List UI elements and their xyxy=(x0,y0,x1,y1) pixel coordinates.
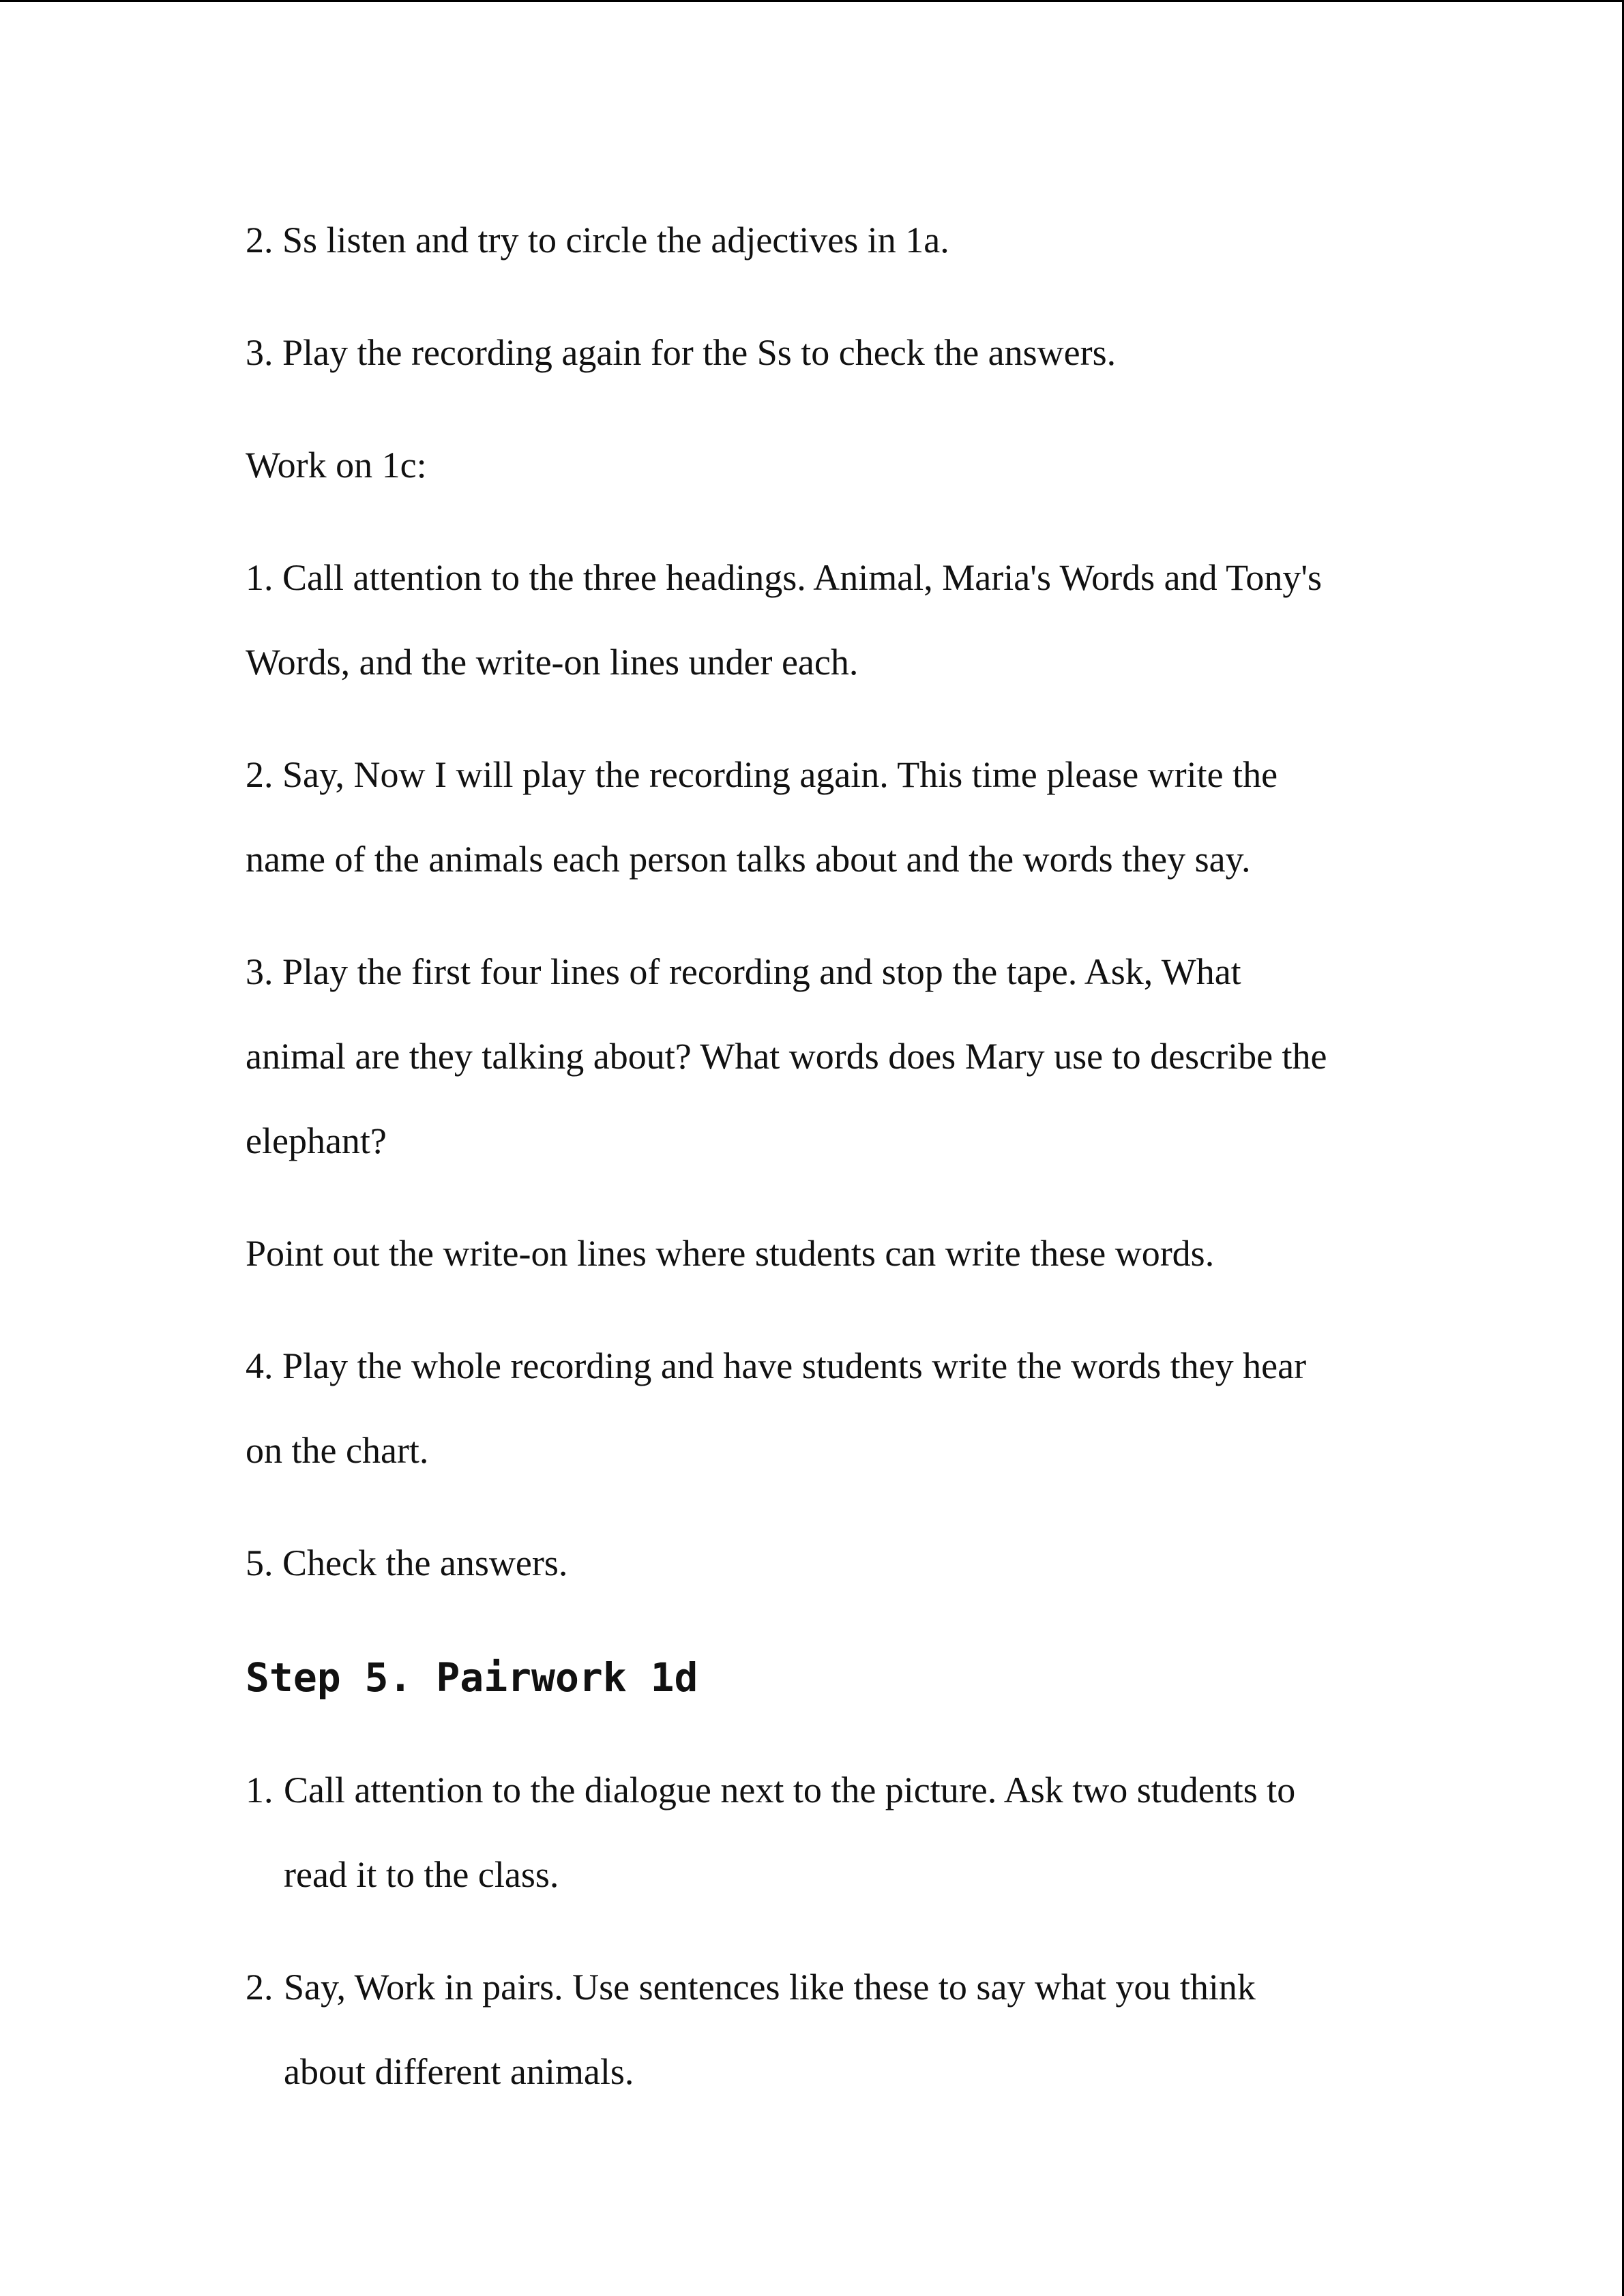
paragraph-whole-recording-line-1: 4. Play the whole recording and have students write the words they hear xyxy=(246,1345,1307,1386)
list-item-text-line-1: Say, Work in pairs. Use sentences like these to say what you think xyxy=(284,1967,1256,2008)
paragraph-call-attention-line-1: 1. Call attention to the three headings. Animal, Maria's Words and Tony's xyxy=(246,557,1323,598)
paragraph-first-four-lines-line-2: animal are they talking about? What words does Mary use to describe the xyxy=(246,1036,1327,1077)
list-item-text-line-2: read it to the class. xyxy=(284,1854,559,1895)
list-item xyxy=(246,1748,1295,1917)
paragraph-say-now-line-1: 2. Say, Now I will play the recording again. This time please write the xyxy=(246,754,1278,795)
paragraph-circle-adjectives: 2. Ss listen and try to circle the adjectives in 1a. xyxy=(246,220,949,260)
paragraph-work-on-1c: Work on 1c: xyxy=(246,445,427,486)
list-item-text-line-1: Call attention to the dialogue next to the picture. Ask two students to xyxy=(284,1770,1296,1810)
paragraph-first-four-lines-line-3: elephant? xyxy=(246,1120,387,1161)
list-item xyxy=(246,1945,1256,2114)
paragraph-say-now-line-2: name of the animals each person talks about and the words they say. xyxy=(246,839,1251,880)
page-border-top xyxy=(0,0,1624,2)
section-heading-step-5: Step 5. Pairwork 1d xyxy=(246,1654,698,1701)
paragraph-call-attention-line-2: Words, and the write-on lines under each. xyxy=(246,642,859,683)
list-item-number: 1. xyxy=(246,1770,274,1810)
paragraph-point-out: Point out the write-on lines where students can write these words. xyxy=(246,1233,1215,1274)
paragraph-first-four-lines-line-1: 3. Play the first four lines of recording and stop the tape. Ask, What xyxy=(246,951,1241,992)
paragraph-check-answers: 5. Check the answers. xyxy=(246,1542,568,1583)
list-item-text-line-2: about different animals. xyxy=(284,2051,634,2092)
paragraph-play-recording-again: 3. Play the recording again for the Ss to check the answers. xyxy=(246,332,1117,373)
paragraph-whole-recording-line-2: on the chart. xyxy=(246,1430,429,1471)
list-item-number: 2. xyxy=(246,1967,274,2008)
